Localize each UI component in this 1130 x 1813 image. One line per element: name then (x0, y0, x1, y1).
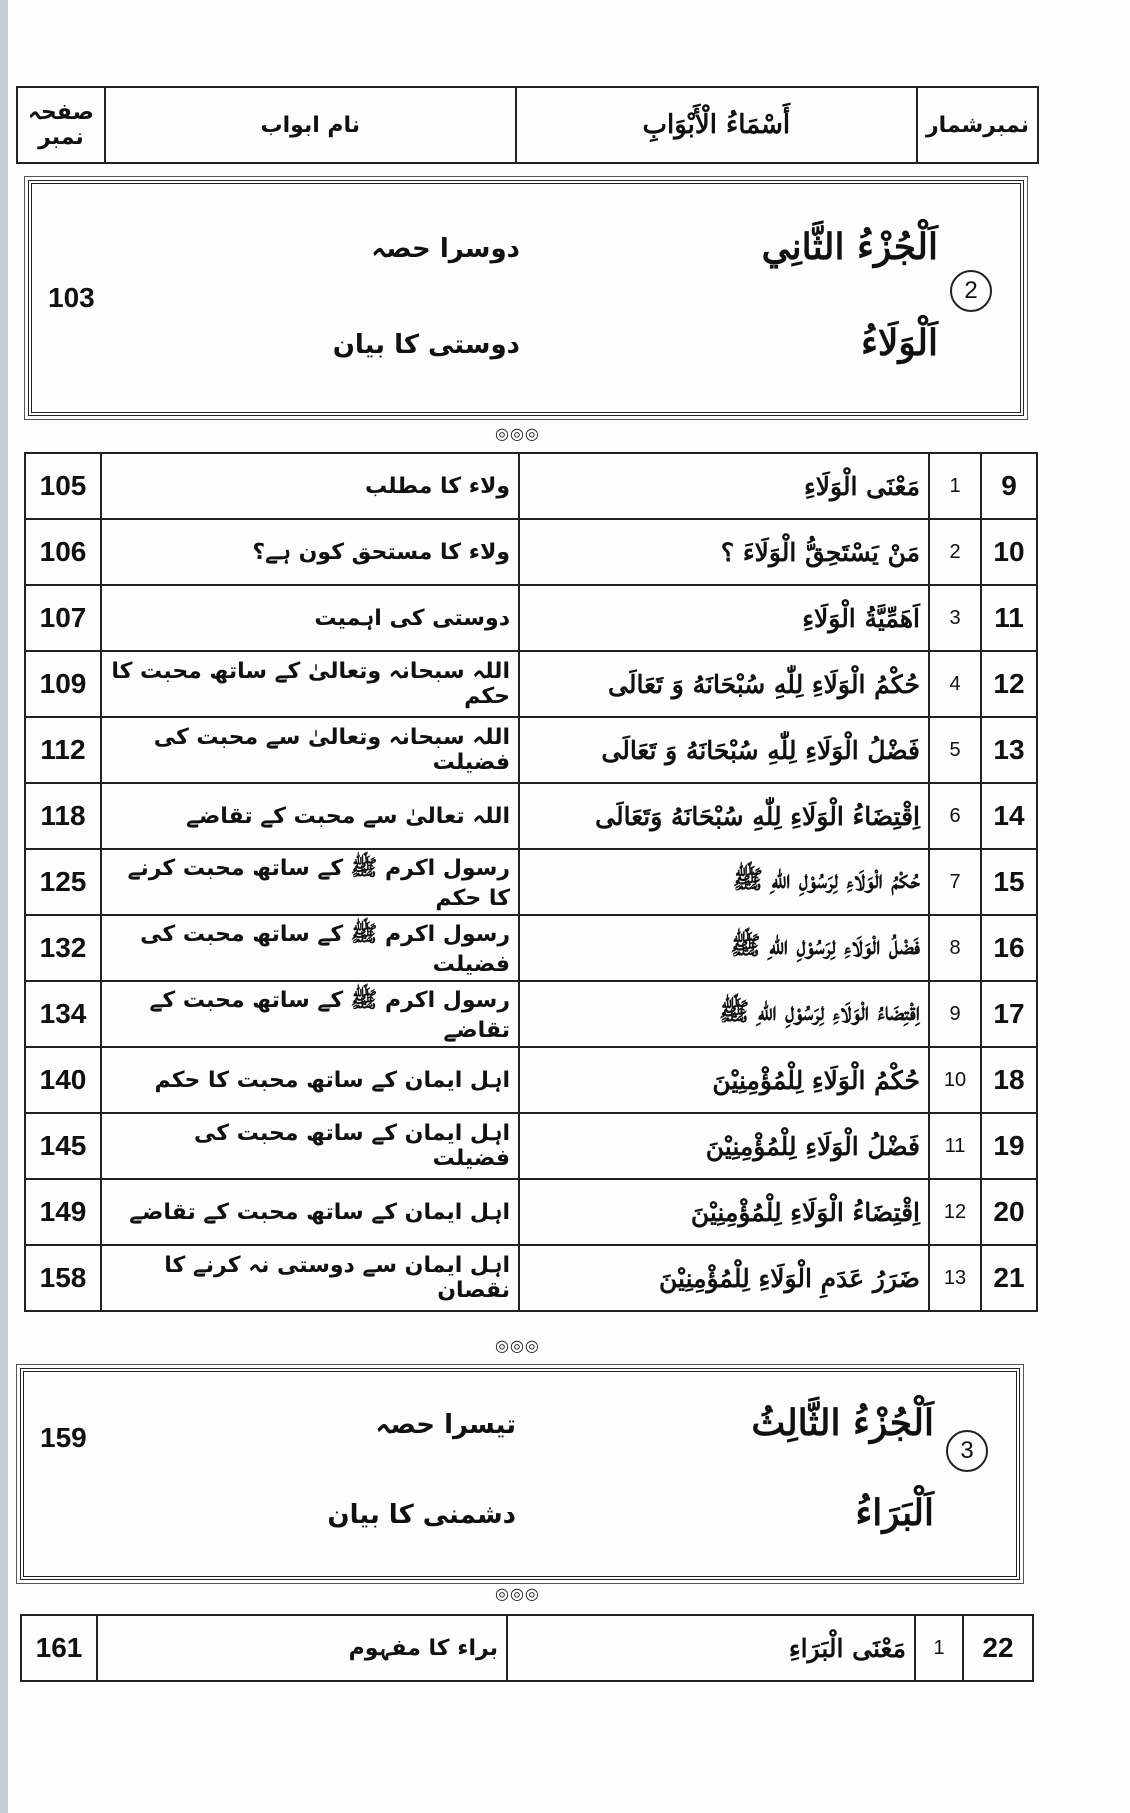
row-number: 22 (963, 1615, 1033, 1681)
table-row (25, 717, 1037, 783)
row-page: 112 (25, 717, 101, 783)
row-number: 16 (981, 915, 1037, 981)
part2-number: 2 (950, 270, 992, 312)
table-row (25, 849, 1037, 915)
table-row (25, 1245, 1037, 1311)
row-sub-number: 7 (929, 849, 981, 915)
row-page: 118 (25, 783, 101, 849)
part2-page: 103 (48, 282, 95, 313)
row-sub-number: 2 (929, 519, 981, 585)
part3-box (20, 1368, 1020, 1580)
row-arabic: مَعْنَى الْبَرَاءِ (507, 1615, 915, 1681)
row-urdu: اہل ایمان کے ساتھ محبت کے تقاضے (101, 1179, 519, 1245)
row-number: 11 (981, 585, 1037, 651)
part2-box (28, 180, 1024, 416)
table-row (25, 519, 1037, 585)
row-urdu: اللہ سبحانہ وتعالیٰ کے ساتھ محبت کا حکم (101, 651, 519, 717)
row-arabic: اِقْتِضَاءُ الْوَلَاءِ لِرَسُوْلِ اللّٰهِ ﷺ (519, 981, 929, 1047)
part2-urdu-title: دوسرا حصہ (371, 234, 520, 264)
row-number: 13 (981, 717, 1037, 783)
row-number: 14 (981, 783, 1037, 849)
table-row (25, 783, 1037, 849)
row-number: 12 (981, 651, 1037, 717)
part3-arabic-subtitle: اَلْبَرَاءُ (855, 1492, 934, 1534)
toc-table (24, 452, 1038, 1312)
row-arabic: حُكْمُ الْوَلَاءِ لِلّٰهِ سُبْحَانَهُ وَ تَعَالَى (519, 651, 929, 717)
row-urdu: اللہ سبحانہ وتعالیٰ سے محبت کی فضیلت (101, 717, 519, 783)
table-row (25, 981, 1037, 1047)
row-sub-number: 1 (915, 1615, 963, 1681)
table-row (25, 651, 1037, 717)
row-urdu: براء کا مفہوم (97, 1615, 507, 1681)
row-number: 19 (981, 1113, 1037, 1179)
separator-ornament: ◎◎◎ (495, 1584, 540, 1603)
separator-ornament: ◎◎◎ (495, 1336, 540, 1355)
row-arabic: اِقْتِضَاءُ الْوَلَاءِ لِلّٰهِ سُبْحَانَهُ وَتَعَالَى (519, 783, 929, 849)
page-edge (0, 0, 8, 1813)
row-number: 17 (981, 981, 1037, 1047)
row-arabic: فَضْلُ الْوَلَاءِ لِرَسُوْلِ اللّٰهِ ﷺ (519, 915, 929, 981)
row-number: 10 (981, 519, 1037, 585)
row-sub-number: 8 (929, 915, 981, 981)
part3-number: 3 (946, 1430, 988, 1472)
header-urdu-titles: نام ابواب (105, 87, 516, 163)
part2-arabic-title: اَلْجُزْءُ الثَّانِي (761, 226, 938, 268)
part3-page: 159 (40, 1422, 87, 1453)
row-arabic: فَضْلُ الْوَلَاءِ لِلْمُؤْمِنِيْنَ (519, 1113, 929, 1179)
row-number: 18 (981, 1047, 1037, 1113)
row-page: 140 (25, 1047, 101, 1113)
row-page: 149 (25, 1179, 101, 1245)
row-arabic: اَهَمِّيَّةُ الْوَلَاءِ (519, 585, 929, 651)
row-page: 145 (25, 1113, 101, 1179)
toc-table-part3 (20, 1614, 1034, 1682)
row-page: 109 (25, 651, 101, 717)
row-page: 105 (25, 453, 101, 519)
row-urdu: ولاء کا مستحق کون ہے؟ (101, 519, 519, 585)
row-sub-number: 13 (929, 1245, 981, 1311)
row-sub-number: 10 (929, 1047, 981, 1113)
table-row (25, 1047, 1037, 1113)
row-urdu: اہل ایمان کے ساتھ محبت کا حکم (101, 1047, 519, 1113)
row-urdu: رسول اکرم ﷺ کے ساتھ محبت کی فضیلت (101, 915, 519, 981)
row-sub-number: 12 (929, 1179, 981, 1245)
row-page: 161 (21, 1615, 97, 1681)
row-number: 9 (981, 453, 1037, 519)
part3-urdu-subtitle: دشمنی کا بیان (327, 1500, 516, 1530)
row-urdu: اہل ایمان سے دوستی نہ کرنے کا نقصان (101, 1245, 519, 1311)
row-page: 134 (25, 981, 101, 1047)
row-page: 125 (25, 849, 101, 915)
part2-arabic-subtitle: اَلْوَلَاءُ (860, 322, 938, 364)
separator-ornament: ◎◎◎ (495, 424, 540, 443)
row-sub-number: 9 (929, 981, 981, 1047)
toc-header (16, 86, 1039, 164)
row-urdu: رسول اکرم ﷺ کے ساتھ محبت کے تقاضے (101, 981, 519, 1047)
part2-urdu-subtitle: دوستی کا بیان (332, 330, 520, 360)
row-arabic: فَضْلُ الْوَلَاءِ لِلّٰهِ سُبْحَانَهُ وَ تَعَالَى (519, 717, 929, 783)
row-page: 106 (25, 519, 101, 585)
table-row (25, 1179, 1037, 1245)
table-row (25, 1113, 1037, 1179)
row-page: 107 (25, 585, 101, 651)
row-urdu: اہل ایمان کے ساتھ محبت کی فضیلت (101, 1113, 519, 1179)
row-arabic: اِقْتِضَاءُ الْوَلَاءِ لِلْمُؤْمِنِيْنَ (519, 1179, 929, 1245)
row-urdu: ولاء کا مطلب (101, 453, 519, 519)
table-row (25, 453, 1037, 519)
row-number: 21 (981, 1245, 1037, 1311)
table-row (25, 915, 1037, 981)
row-sub-number: 11 (929, 1113, 981, 1179)
part3-arabic-title: اَلْجُزْءُ الثَّالِثُ (751, 1402, 934, 1444)
row-number: 15 (981, 849, 1037, 915)
row-sub-number: 6 (929, 783, 981, 849)
row-arabic: ضَرَرُ عَدَمِ الْوَلَاءِ لِلْمُؤْمِنِيْنَ (519, 1245, 929, 1311)
header-page: صفحہ نمبر (17, 87, 105, 163)
row-urdu: دوستی کی اہمیت (101, 585, 519, 651)
row-urdu: رسول اکرم ﷺ کے ساتھ محبت کرنے کا حکم (101, 849, 519, 915)
row-urdu: اللہ تعالیٰ سے محبت کے تقاضے (101, 783, 519, 849)
row-arabic: مَعْنَى الْوَلَاءِ (519, 453, 929, 519)
row-arabic: حُكْمُ الْوَلَاءِ لِرَسُوْلِ اللّٰهِ ﷺ (519, 849, 929, 915)
row-arabic: مَنْ يَسْتَحِقُّ الْوَلَاءَ ؟ (519, 519, 929, 585)
part3-urdu-title: تیسرا حصہ (375, 1410, 516, 1440)
row-sub-number: 1 (929, 453, 981, 519)
header-arabic-titles: أَسْمَاءُ الْأَبْوَابِ (516, 87, 917, 163)
row-sub-number: 3 (929, 585, 981, 651)
row-sub-number: 5 (929, 717, 981, 783)
header-serial: نمبرشمار (917, 87, 1038, 163)
table-row (25, 585, 1037, 651)
row-arabic: حُكْمُ الْوَلَاءِ لِلْمُؤْمِنِيْنَ (519, 1047, 929, 1113)
table-row (21, 1615, 1033, 1681)
row-page: 132 (25, 915, 101, 981)
row-page: 158 (25, 1245, 101, 1311)
row-number: 20 (981, 1179, 1037, 1245)
row-sub-number: 4 (929, 651, 981, 717)
